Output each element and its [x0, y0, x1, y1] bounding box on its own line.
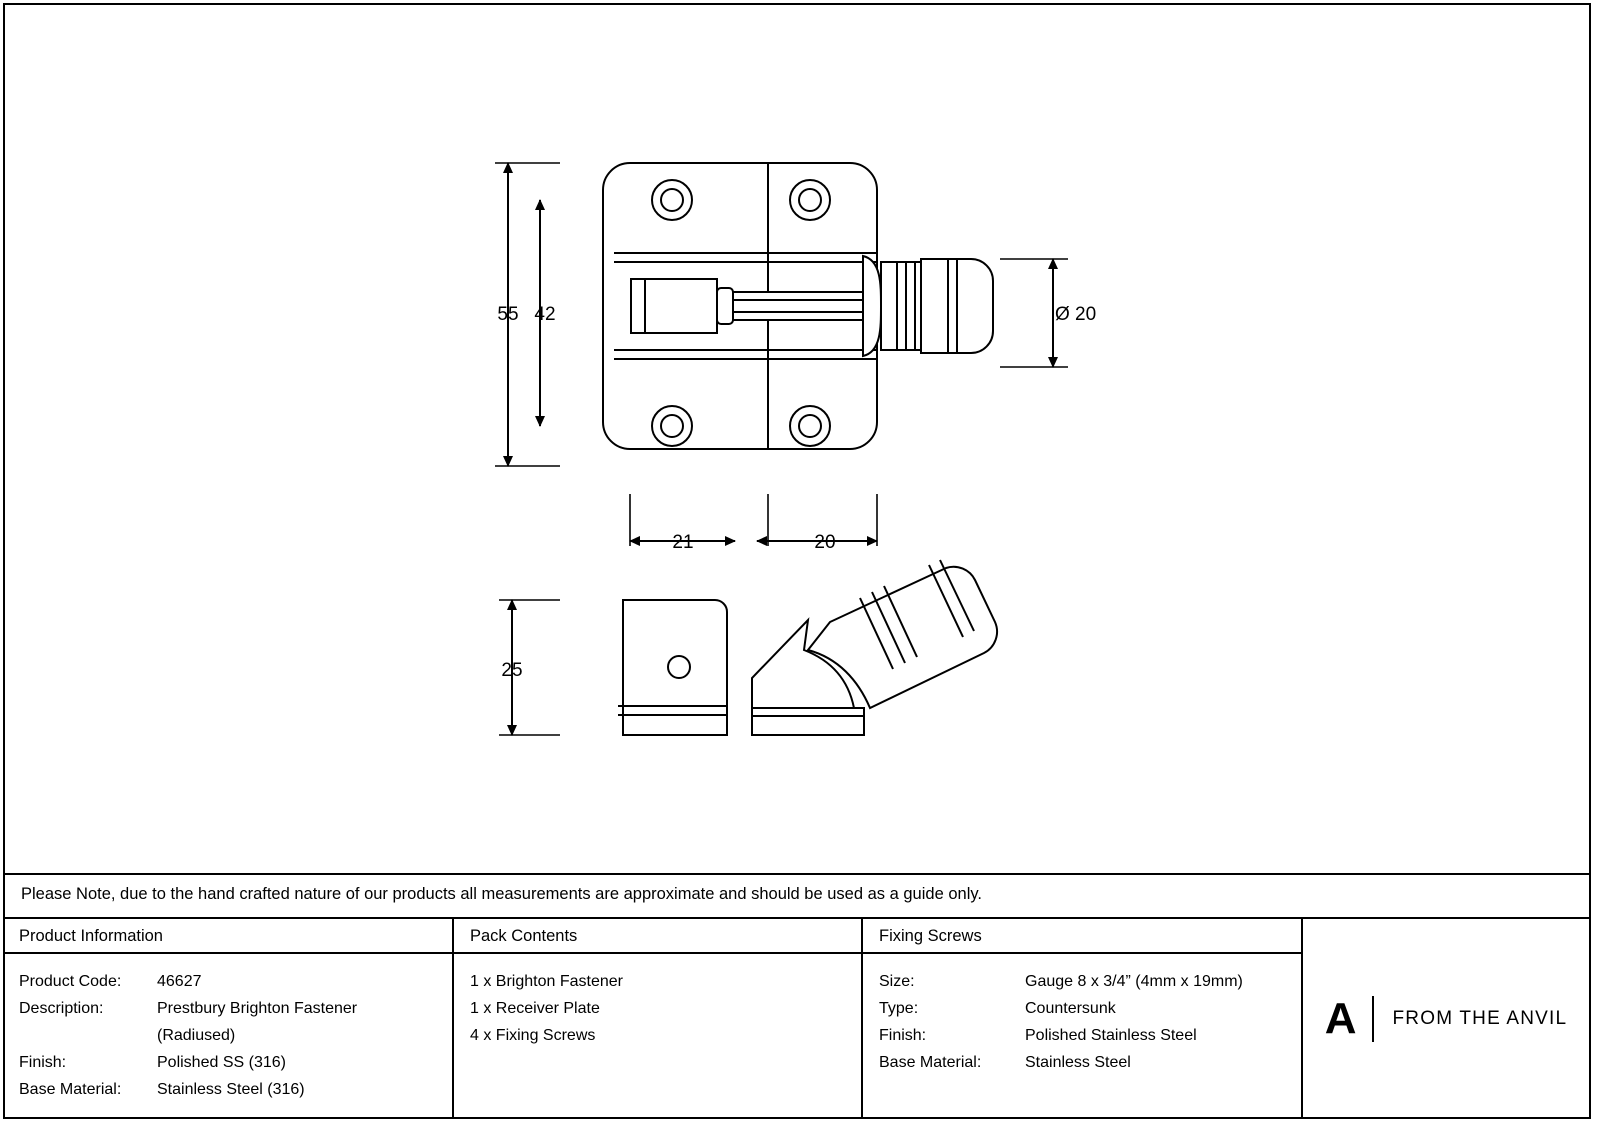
- finish-value: Polished SS (316): [157, 1054, 286, 1071]
- anvil-a-icon: A: [1324, 994, 1355, 1043]
- pack-contents-column: [454, 919, 863, 1119]
- fixing-screws-column: [863, 919, 1303, 1119]
- base-material-key: Base Material:: [19, 1081, 122, 1098]
- screw-finish-value: Polished Stainless Steel: [1025, 1027, 1197, 1044]
- fixing-screws-heading: Fixing Screws: [863, 919, 1301, 954]
- logo-divider: [1372, 996, 1374, 1042]
- screw-type-key: Type:: [879, 1000, 919, 1017]
- finish-row: [19, 1049, 452, 1076]
- screw-type-row: [879, 995, 1301, 1022]
- description-row: [19, 995, 452, 1022]
- screw-size-row: [879, 968, 1301, 995]
- measurement-note: Please Note, due to the hand crafted nature of our products all measurements are approximate and should be used as a guide only.: [21, 885, 982, 903]
- brand-logo: [1303, 919, 1589, 1119]
- finish-key: Finish:: [19, 1054, 67, 1071]
- note-row: [3, 873, 1591, 917]
- product-code-row: [19, 968, 452, 995]
- screw-base-material-value: Stainless Steel: [1025, 1054, 1131, 1071]
- description-key: Description:: [19, 1000, 104, 1017]
- dim-label-42: 42: [534, 304, 556, 325]
- screw-finish-row: [879, 1022, 1301, 1049]
- brand-name: FROM THE ANVIL: [1392, 1008, 1568, 1029]
- screw-base-material-row: [879, 1049, 1301, 1076]
- info-tables: [3, 917, 1591, 1119]
- screw-size-key: Size:: [879, 973, 915, 990]
- product-code-value: 46627: [157, 973, 202, 990]
- pack-contents-item: 1 x Brighton Fastener: [470, 973, 623, 990]
- dim-label-20: 20: [814, 532, 836, 553]
- product-information-column: [3, 919, 454, 1119]
- base-material-value: Stainless Steel (316): [157, 1081, 305, 1098]
- pack-contents-item: 4 x Fixing Screws: [470, 1027, 596, 1044]
- screw-base-material-key: Base Material:: [879, 1054, 982, 1071]
- description-value: Prestbury Brighton Fastener: [157, 1000, 358, 1017]
- dim-label-diameter: Ø 20: [1055, 304, 1097, 325]
- screw-finish-key: Finish:: [879, 1027, 927, 1044]
- description-value-continued: (Radiused): [157, 1027, 236, 1044]
- base-material-row: [19, 1076, 452, 1103]
- description-row-continued: [19, 1022, 452, 1049]
- pack-contents-item: 1 x Receiver Plate: [470, 1000, 600, 1017]
- screw-size-value: Gauge 8 x 3/4” (4mm x 19mm): [1025, 973, 1243, 990]
- screw-type-value: Countersunk: [1025, 1000, 1116, 1017]
- brand-column: [1303, 919, 1589, 1119]
- product-code-key: Product Code:: [19, 973, 122, 990]
- dim-label-25: 25: [501, 660, 523, 681]
- product-information-heading: Product Information: [3, 919, 452, 954]
- dim-label-21: 21: [672, 532, 694, 553]
- pack-contents-heading: Pack Contents: [454, 919, 861, 954]
- dim-label-55: 55: [497, 304, 519, 325]
